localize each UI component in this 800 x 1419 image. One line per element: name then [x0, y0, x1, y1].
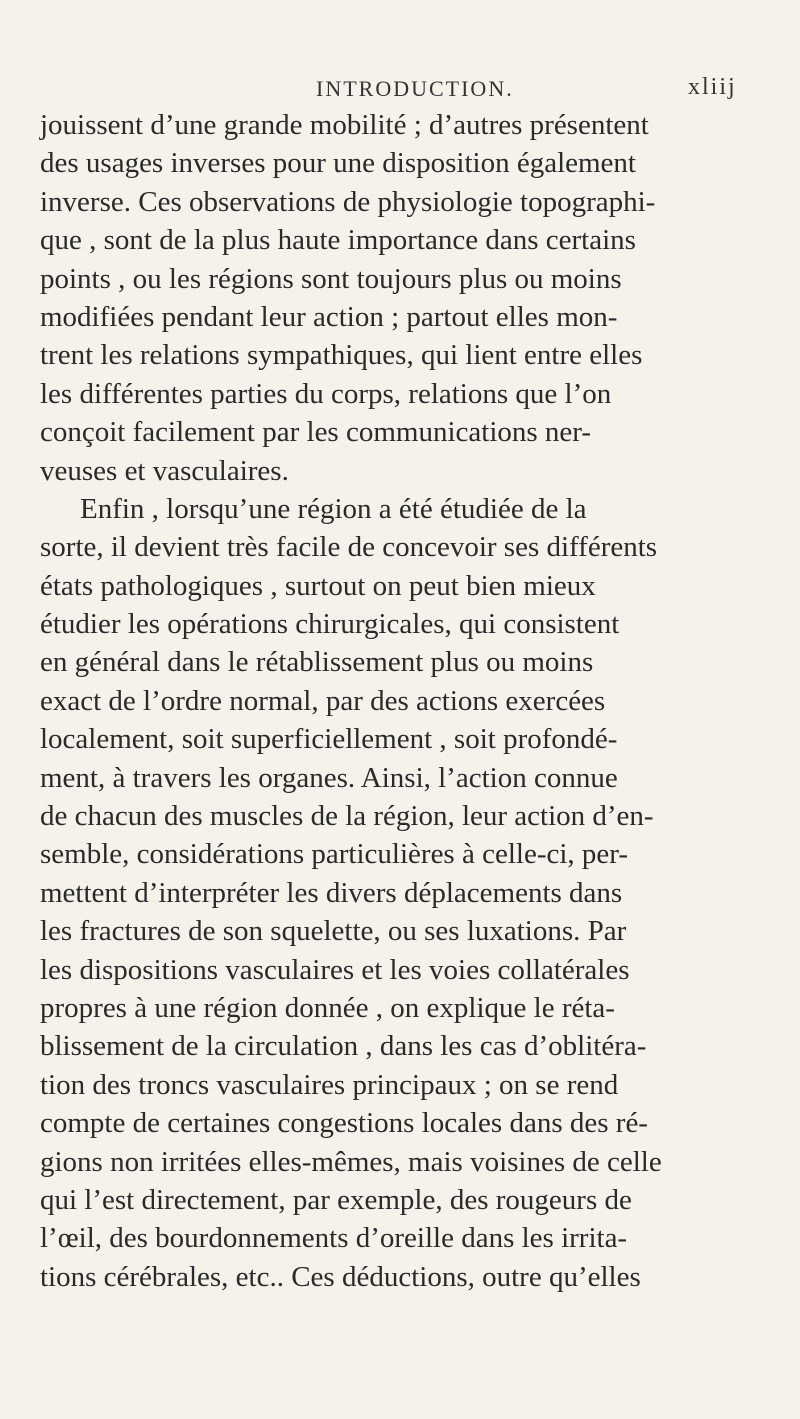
text-line: l’œil, des bourdonnements d’oreille dans les irrita-: [40, 1222, 628, 1255]
text-line: compte de certaines congestions locales dans des ré-: [40, 1107, 648, 1140]
text-line: que , sont de la plus haute importance dans certains: [40, 224, 636, 257]
text-line: gions non irritées elles-mêmes, mais voisines de celle: [40, 1145, 662, 1178]
text-line: blissement de la circulation , dans les cas d’oblitéra-: [40, 1030, 647, 1063]
text-line: trent les relations sympathiques, qui lient entre elles: [40, 339, 643, 372]
text-line: les fractures de son squelette, ou ses luxations. Par: [40, 915, 627, 948]
text-line: localement, soit superficiellement , soit profondé-: [40, 723, 618, 756]
text-line: tion des troncs vasculaires principaux ; on se rend: [40, 1068, 619, 1101]
text-line: jouissent d’une grande mobilité ; d’autres présentent: [40, 109, 649, 141]
text-line: mettent d’interpréter les divers déplacements dans: [40, 876, 623, 909]
body-text: [40, 106, 790, 1296]
running-head: INTRODUCTION.: [316, 76, 514, 101]
text-line: ment, à travers les organes. Ainsi, l’action connue: [40, 761, 618, 794]
text-line: propres à une région donnée , on explique le réta-: [40, 991, 615, 1024]
text-line: Enfin , lorsqu’une région a été étudiée de la: [80, 492, 587, 525]
page-number: xliij: [688, 74, 737, 100]
text-line: des usages inverses pour une disposition également: [40, 147, 636, 180]
text-line: conçoit facilement par les communications ner-: [40, 416, 592, 449]
text-line: modifiées pendant leur action ; partout elles mon-: [40, 300, 618, 333]
text-line: étudier les opérations chirurgicales, qui consistent: [40, 608, 620, 641]
text-line: sorte, il devient très facile de concevoir ses différents: [40, 531, 658, 564]
text-line: les différentes parties du corps, relations que l’on: [40, 377, 612, 410]
text-line: les dispositions vasculaires et les voies collatérales: [40, 953, 630, 986]
text-line: tions cérébrales, etc.. Ces déductions, outre qu’elles: [40, 1260, 641, 1293]
text-line: qui l’est directement, par exemple, des rougeurs de: [40, 1183, 632, 1216]
text-line: inverse. Ces observations de physiologie topographi-: [40, 185, 656, 218]
text-line: veuses et vasculaires.: [40, 454, 289, 487]
text-line: semble, considérations particulières à celle-ci, per-: [40, 838, 629, 871]
text-line: en général dans le rétablissement plus ou moins: [40, 646, 594, 679]
text-line: exact de l’ordre normal, par des actions exercées: [40, 684, 606, 717]
text-line: points , ou les régions sont toujours plus ou moins: [40, 262, 622, 295]
text-line: états pathologiques , surtout on peut bien mieux: [40, 569, 596, 602]
text-line: de chacun des muscles de la région, leur action d’en-: [40, 800, 654, 833]
